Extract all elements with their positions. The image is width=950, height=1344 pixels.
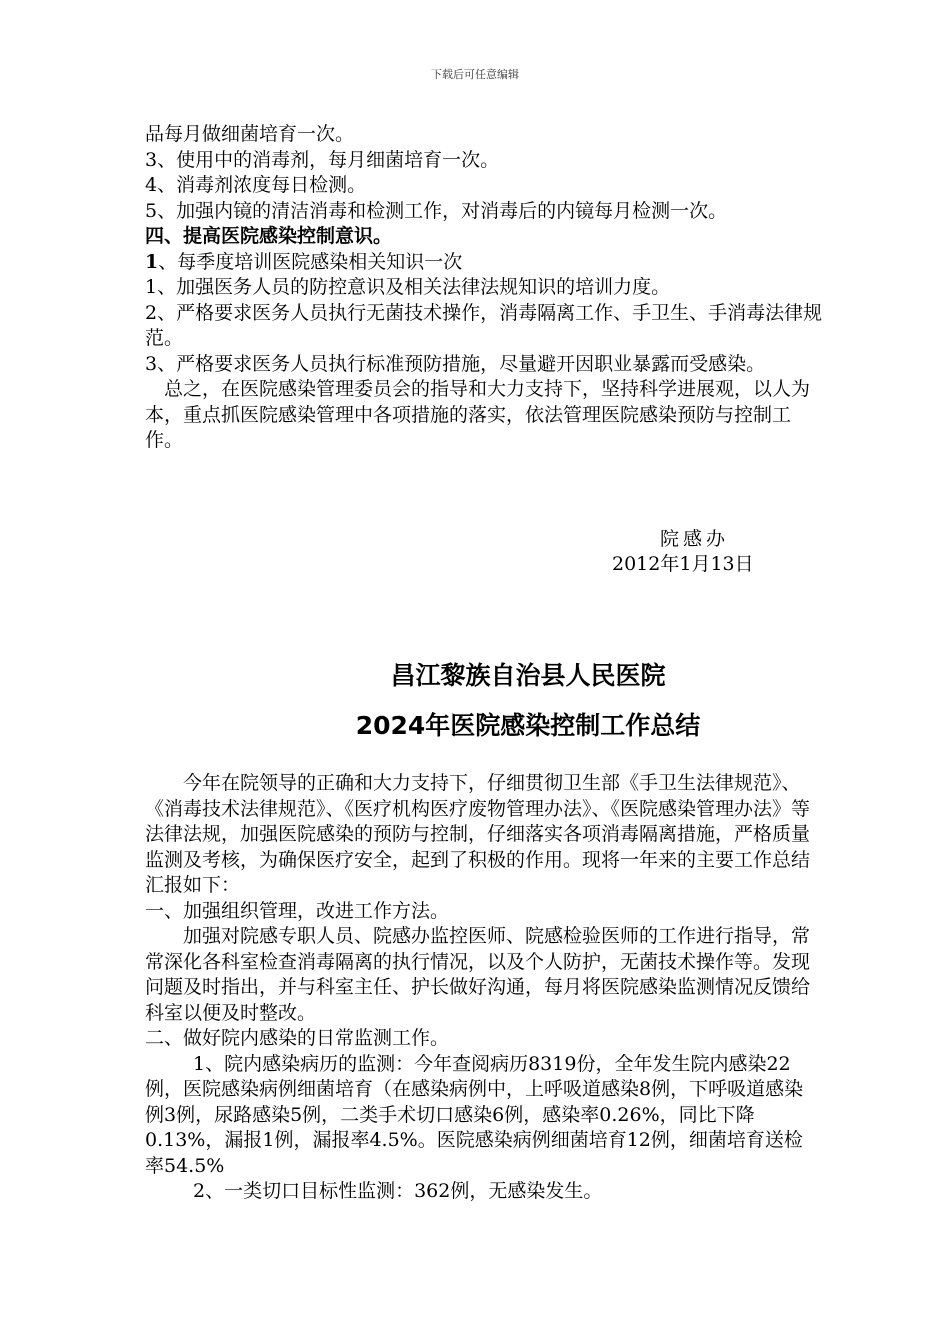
body-line: 3、使用中的消毒剂，每月细菌培育一次。: [145, 148, 500, 171]
list-item: [145, 250, 825, 276]
page-header-note: 下载后可任意编辑: [431, 68, 519, 81]
body-line: 4、消毒剂浓度每日检测。: [145, 174, 367, 196]
body-line: 品每月做细菌培育一次。: [145, 123, 355, 145]
signature-date: 2012年1月13日: [612, 553, 754, 575]
section-heading: 四、提高医院感染控制意识。: [145, 225, 393, 247]
document-title-line2: 2024年医院感染控制工作总结: [355, 711, 701, 740]
section-body: 2、一类切口目标性监测：362例，无感染发生。: [193, 1180, 603, 1202]
summary-paragraph: 总之，在医院感染管理委员会的指导和大力支持下，坚持科学进展观，以人为本，重点抓医院感染管理中各项措施的落实，依法管理医院感染预防与控制工作。: [145, 378, 811, 451]
list-item: 2、严格要求医务人员执行无菌技术操作，消毒隔离工作、手卫生、手消毒法律规范。: [145, 301, 823, 349]
list-item-text: 、每季度培训医院感染相关知识一次: [158, 250, 463, 273]
document-part1: [145, 122, 825, 454]
list-item-number: 1: [145, 250, 159, 273]
list-item: 3、严格要求医务人员执行标准预防措施，尽量避开因职业暴露而受感染。: [145, 352, 766, 375]
section-heading: 一、加强组织管理，改进工作方法。: [145, 899, 450, 922]
section-heading: 二、做好院内感染的日常监测工作。: [145, 1027, 450, 1049]
intro-paragraph: 今年在院领导的正确和大力支持下，仔细贯彻卫生部《手卫生法律规范》、《消毒技术法律规范》、《医疗机构医疗废物管理办法》、《医院感染管理办法》等法律法规，加强医院感染的预防与控制，仔细落实各项消毒隔离措施，严格质量监测及考核，为确保医疗安全，起到了积极的作用。现将一年来的主要工作总结汇报如下：: [145, 772, 811, 896]
document-title-line1: 昌江黎族自治县人民医院: [390, 661, 666, 690]
list-item: 1、加强医务人员的防控意识及相关法律法规知识的培训力度。: [145, 276, 671, 298]
document-part2: [145, 771, 813, 1205]
section-body: 1、院内感染病历的监测：今年查阅病历8319份，全年发生院内感染22例，医院感染病例细菌培育（在感染病例中，上呼吸道感染8例，下呼吸道感染例3例，尿路感染5例，二类手术切口感染6例，感染率0.26%，同比下降0.13%，漏报1例，漏报率4.5%。医院感染病例细菌培育12例，细菌培育送检率54.5%: [145, 1052, 804, 1177]
signature-office: 院感办: [660, 528, 730, 550]
body-line: 5、加强内镜的清洁消毒和检测工作，对消毒后的内镜每月检测一次。: [145, 199, 728, 222]
section-body: 加强对院感专职人员、院感办监控医师、院感检验医师的工作进行指导，常常深化各科室检查消毒隔离的执行情况，以及个人防护，无菌技术操作等。发现问题及时指出，并与科室主任、护长做好沟通，每月将医院感染监测情况反馈给科室以便及时整改。: [145, 925, 811, 1024]
